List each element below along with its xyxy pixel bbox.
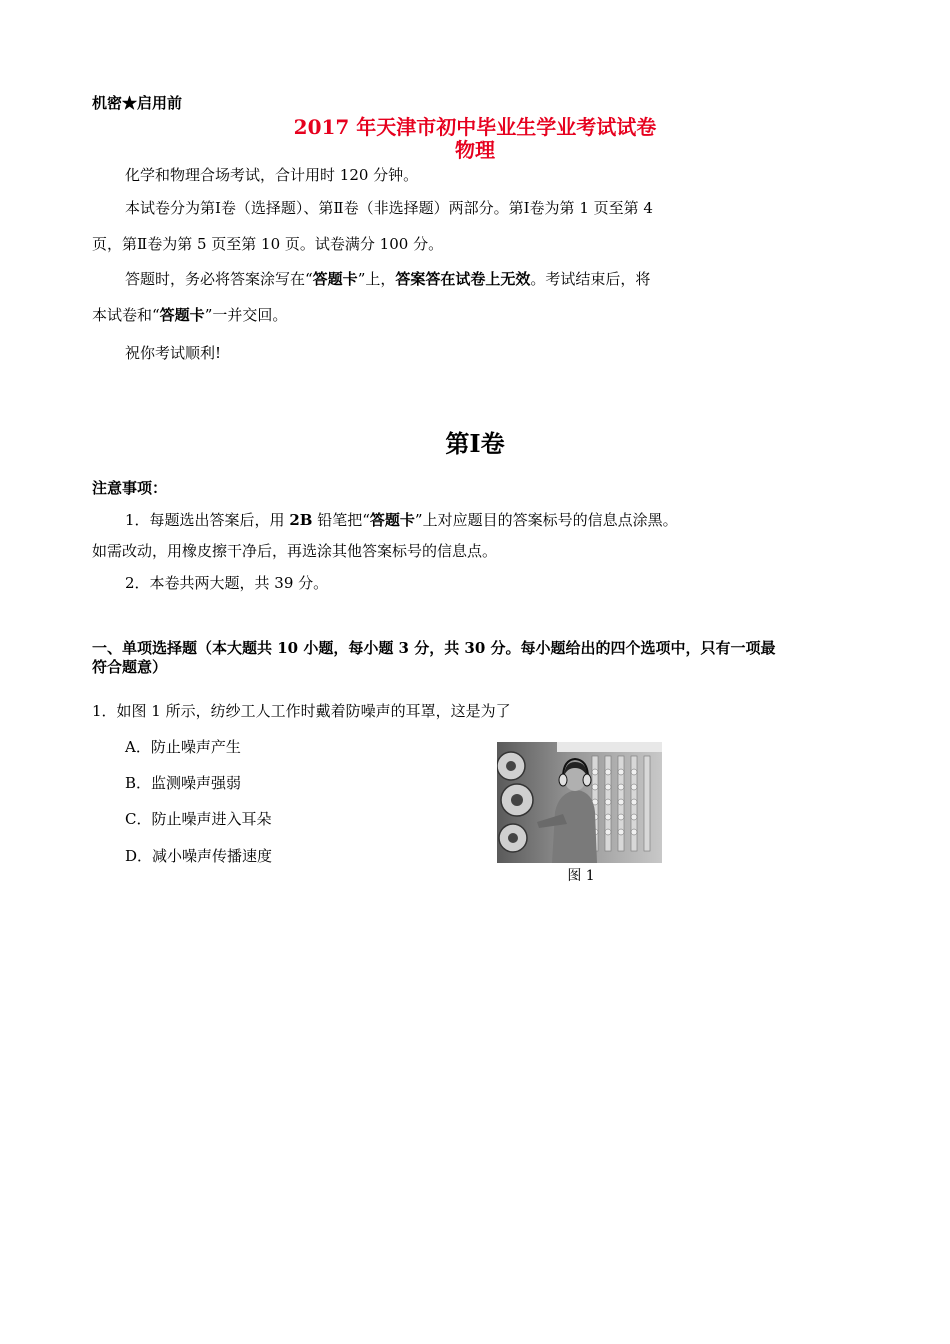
section-heading: 一、单项选择题（本大题共 10 小题，每小题 3 分，共 30 分。每小题给出的四个选项中，只有一项最 (92, 639, 776, 657)
option-c: C．防止噪声进入耳朵 (125, 810, 272, 828)
note-1-cont: 如需改动，用橡皮擦干净后，再选涂其他答案标号的信息点。 (92, 542, 498, 560)
volume-title: 第Ⅰ卷 (445, 429, 505, 458)
section-heading-cont: 符合题意） (92, 658, 168, 676)
option-d: D．减小噪声传播速度 (125, 847, 273, 865)
instruction-answer-cont: 本试卷和“答题卡”一并交回。 (92, 306, 288, 324)
option-b: B．监测噪声强弱 (125, 774, 242, 792)
question-1-stem: 1．如图 1 所示，纺纱工人工作时戴着防噪声的耳罩，这是为了 (92, 702, 511, 720)
instruction-time: 化学和物理合场考试，合计用时 120 分钟。 (125, 166, 419, 184)
instruction-answer: 答题时，务必将答案涂写在“答题卡”上，答案答在试卷上无效。考试结束后，将 (125, 270, 651, 288)
note-2: 2．本卷共两大题，共 39 分。 (125, 574, 329, 592)
instruction-structure-cont: 页，第Ⅱ卷为第 5 页至第 10 页。试卷满分 100 分。 (92, 235, 444, 253)
instruction-structure: 本试卷分为第Ⅰ卷（选择题）、第Ⅱ卷（非选择题）两部分。第Ⅰ卷为第 1 页至第 4 (125, 199, 653, 217)
secret-label: 机密★启用前 (92, 94, 183, 112)
notes-heading: 注意事项： (92, 479, 168, 497)
option-a: A．防止噪声产生 (125, 738, 241, 756)
figure-1-photo (497, 742, 662, 863)
figure-1-caption: 图 1 (567, 868, 595, 884)
exam-title: 2017 年天津市初中毕业生学业考试试卷 (293, 115, 657, 139)
exam-subject: 物理 (455, 138, 495, 162)
good-luck-text: 祝你考试顺利! (125, 344, 222, 362)
note-1: 1．每题选出答案后，用 2B 铅笔把“答题卡”上对应题目的答案标号的信息点涂黑。 (125, 511, 678, 529)
